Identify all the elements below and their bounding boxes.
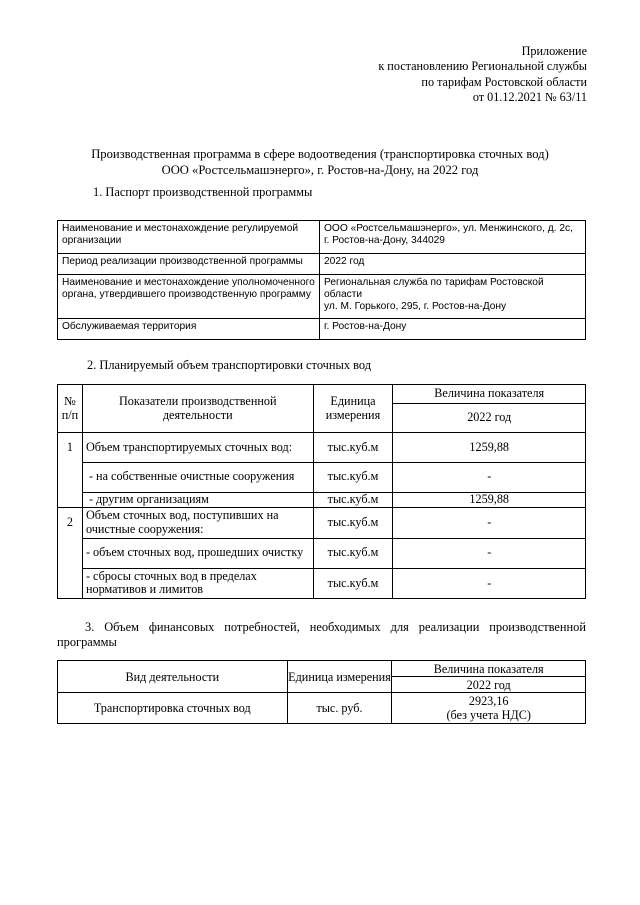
appendix-line: к постановлению Региональной службы bbox=[378, 59, 587, 74]
table-cell: 1259,88 bbox=[393, 492, 586, 508]
table-cell bbox=[58, 492, 83, 508]
appendix-line: по тарифам Ростовской области bbox=[421, 74, 587, 89]
table-cell: - другим организациям bbox=[82, 492, 313, 508]
table-cell: тыс.куб.м bbox=[313, 492, 393, 508]
table-cell: Обслуживаемая территория bbox=[58, 319, 320, 340]
table-cell bbox=[320, 275, 586, 319]
cell-line: 2923,16 bbox=[468, 694, 509, 708]
cell-line: ул. М. Горького, 295, г. Ростов-на-Дону bbox=[324, 301, 507, 313]
section-heading: 3. Объем финансовых потребностей, необходимых для реализации производственной программы bbox=[57, 620, 586, 650]
cell-line: Региональная служба по тарифам Ростовской области bbox=[324, 277, 544, 301]
appendix-header bbox=[378, 44, 587, 106]
financial-needs-table bbox=[57, 660, 586, 724]
table-header-row bbox=[58, 661, 586, 677]
header-cell: Величина показателя bbox=[393, 385, 586, 404]
table-header-row bbox=[58, 385, 586, 404]
table-cell: - на собственные очистные сооружения bbox=[82, 462, 313, 492]
table-cell: тыс.куб.м bbox=[313, 508, 393, 539]
header-cell: Показатели производственной деятельности bbox=[82, 385, 313, 433]
table-row bbox=[58, 492, 586, 508]
wastewater-volume-table bbox=[57, 384, 586, 599]
table-row bbox=[58, 538, 586, 568]
table-cell: Наименование и местонахождение уполномоченного органа, утвердившего производственную программу bbox=[58, 275, 320, 319]
passport-table bbox=[57, 220, 586, 340]
table-cell bbox=[58, 568, 83, 599]
header-cell: Единица измерения bbox=[287, 661, 392, 693]
header-cell: Величина показателя bbox=[392, 661, 586, 677]
table-cell bbox=[58, 538, 83, 568]
header-cell: Единица измерения bbox=[313, 385, 393, 433]
table-cell: ООО «Ростсельмашэнерго», ул. Менжинского, д. 2с, г. Ростов-на-Дону, 344029 bbox=[320, 221, 586, 254]
table-row bbox=[58, 254, 586, 275]
table-row bbox=[58, 275, 586, 319]
table-cell: - bbox=[393, 538, 586, 568]
table-cell: тыс.куб.м bbox=[313, 568, 393, 599]
table-cell: 1 bbox=[58, 433, 83, 463]
header-cell: № п/п bbox=[58, 385, 83, 433]
header-cell: 2022 год bbox=[392, 677, 586, 693]
table-cell: Наименование и местонахождение регулируемой организации bbox=[58, 221, 320, 254]
table-row bbox=[58, 508, 586, 539]
table-cell bbox=[58, 462, 83, 492]
table-cell: тыс. руб. bbox=[287, 693, 392, 724]
table-cell bbox=[392, 693, 586, 724]
table-row bbox=[58, 319, 586, 340]
table-cell: 2 bbox=[58, 508, 83, 539]
table-cell: - bbox=[393, 462, 586, 492]
title-line: ООО «Ростсельмашэнерго», г. Ростов-на-Дону, на 2022 год bbox=[161, 162, 479, 177]
table-row bbox=[58, 462, 586, 492]
table-cell: - bbox=[393, 568, 586, 599]
table-cell: - bbox=[393, 508, 586, 539]
appendix-line: Приложение bbox=[521, 44, 587, 58]
table-row bbox=[58, 568, 586, 599]
table-cell: тыс.куб.м bbox=[313, 433, 393, 463]
table-cell: 1259,88 bbox=[393, 433, 586, 463]
header-cell: 2022 год bbox=[393, 404, 586, 433]
table-row bbox=[58, 433, 586, 463]
table-cell: - сбросы сточных вод в пределах нормативов и лимитов bbox=[82, 568, 313, 599]
table-cell: Транспортировка сточных вод bbox=[58, 693, 288, 724]
table-cell: тыс.куб.м bbox=[313, 538, 393, 568]
table-cell: г. Ростов-на-Дону bbox=[320, 319, 586, 340]
table-cell: 2022 год bbox=[320, 254, 586, 275]
table-row bbox=[58, 693, 586, 724]
table-cell: - объем сточных вод, прошедших очистку bbox=[82, 538, 313, 568]
table-row bbox=[58, 221, 586, 254]
header-cell: Вид деятельности bbox=[58, 661, 288, 693]
appendix-date-line: от 01.12.2021 № 63/11 bbox=[472, 90, 587, 105]
table-cell: Период реализации производственной программы bbox=[58, 254, 320, 275]
table-cell: Объем сточных вод, поступивших на очистные сооружения: bbox=[82, 508, 313, 539]
cell-line: (без учета НДС) bbox=[446, 708, 531, 722]
table-cell: тыс.куб.м bbox=[313, 462, 393, 492]
table-cell: Объем транспортируемых сточных вод: bbox=[82, 433, 313, 463]
section-heading: 2. Планируемый объем транспортировки сточных вод bbox=[87, 358, 372, 372]
section-heading: 1. Паспорт производственной программы bbox=[93, 185, 313, 199]
title-line: Производственная программа в сфере водоотведения (транспортировка сточных вод) bbox=[91, 147, 549, 161]
document-title bbox=[0, 147, 640, 178]
